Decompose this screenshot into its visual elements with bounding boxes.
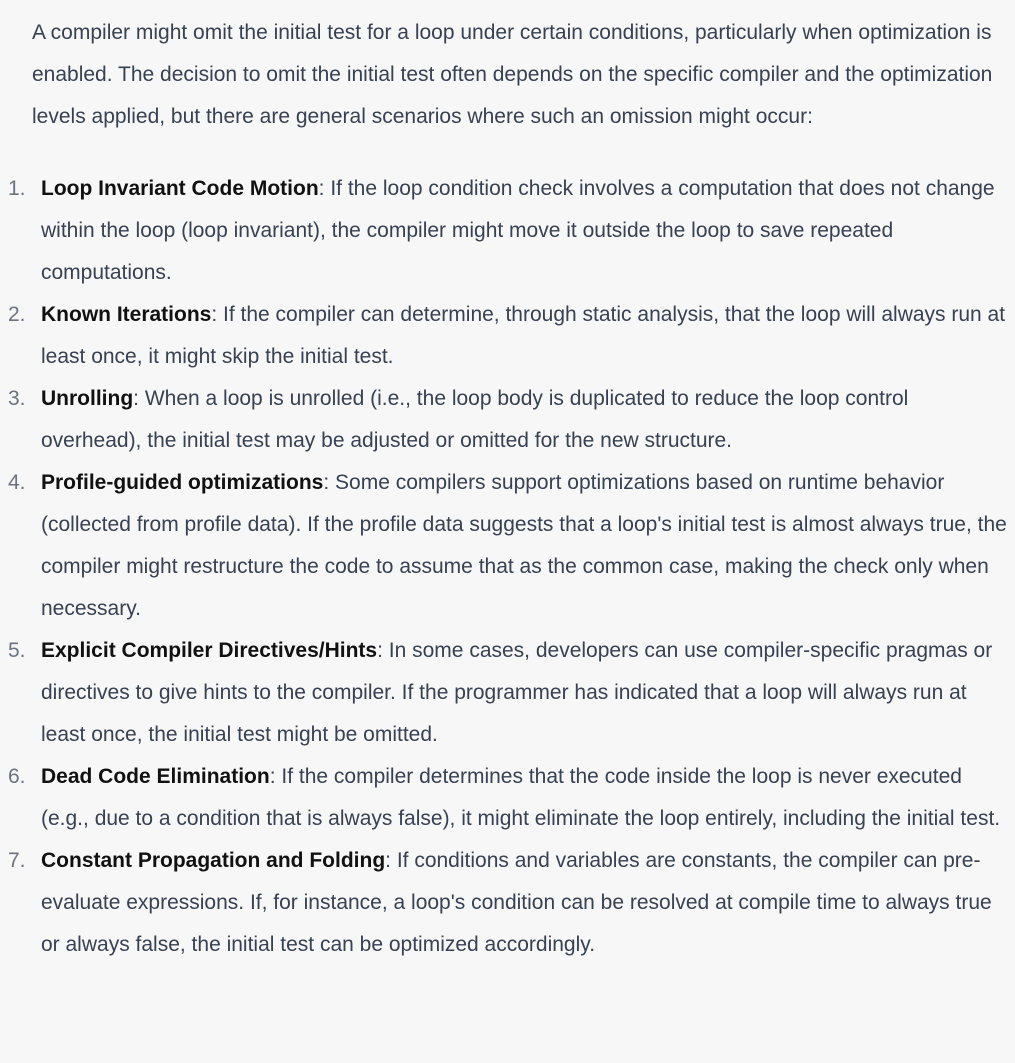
list-item (0, 294, 1007, 378)
list-item (0, 756, 1007, 840)
list-number: 2. (8, 303, 26, 326)
list-term: Unrolling (41, 387, 134, 410)
list-item (0, 840, 1007, 966)
list-term: Profile-guided optimizations (41, 471, 324, 494)
list-number: 5. (8, 639, 26, 662)
list-term: Explicit Compiler Directives/Hints (41, 639, 378, 662)
list-text: : When a loop is unrolled (i.e., the loop body is duplicated to reduce the loop control overhead), the initial test may be adjusted or omitted for the new structure. (41, 387, 909, 452)
list-number: 1. (8, 177, 26, 200)
list-text: : If conditions and variables are constants, the compiler can pre-evaluate expressions. If, for instance, a loop's condition can be resolved at compile time to always true or always false, the initial test can be optimized accordingly. (41, 849, 992, 956)
list-text: : If the compiler can determine, through static analysis, that the loop will always run at least once, it might skip the initial test. (41, 303, 1006, 368)
list-number: 4. (8, 471, 26, 494)
list-number: 3. (8, 387, 26, 410)
list-item (0, 168, 1007, 294)
list-item (0, 630, 1007, 756)
list-term: Constant Propagation and Folding (41, 849, 386, 872)
list-text: : In some cases, developers can use compiler-specific pragmas or directives to give hints to the compiler. If the programmer has indicated that a loop will always run at least once, the initial test might be omitted. (41, 639, 993, 746)
list-text: : Some compilers support optimizations based on runtime behavior (collected from profile data). If the profile data suggests that a loop's initial test is almost always true, the compiler might restructure the code to assume that as the common case, making the check only when necessary. (41, 471, 1007, 620)
list-text: : If the compiler determines that the code inside the loop is never executed (e.g., due to a condition that is always false), it might eliminate the loop entirely, including the initial test. (41, 765, 1001, 830)
list-term: Loop Invariant Code Motion (41, 177, 319, 200)
list-number: 6. (8, 765, 26, 788)
list-number: 7. (8, 849, 26, 872)
list-term: Known Iterations (41, 303, 212, 326)
list-text: : If the loop condition check involves a computation that does not change within the loop (loop invariant), the compiler might move it outside the loop to save repeated computations. (41, 177, 995, 284)
list-item (0, 462, 1007, 630)
list-term: Dead Code Elimination (41, 765, 270, 788)
list-item (0, 378, 1007, 462)
intro-paragraph: A compiler might omit the initial test for a loop under certain conditions, particularly when optimization is enabled. The decision to omit the initial test often depends on the specific compiler and the optimization levels applied, but there are general scenarios where such an omission might occur: (32, 21, 993, 128)
scenario-list (0, 168, 1007, 966)
